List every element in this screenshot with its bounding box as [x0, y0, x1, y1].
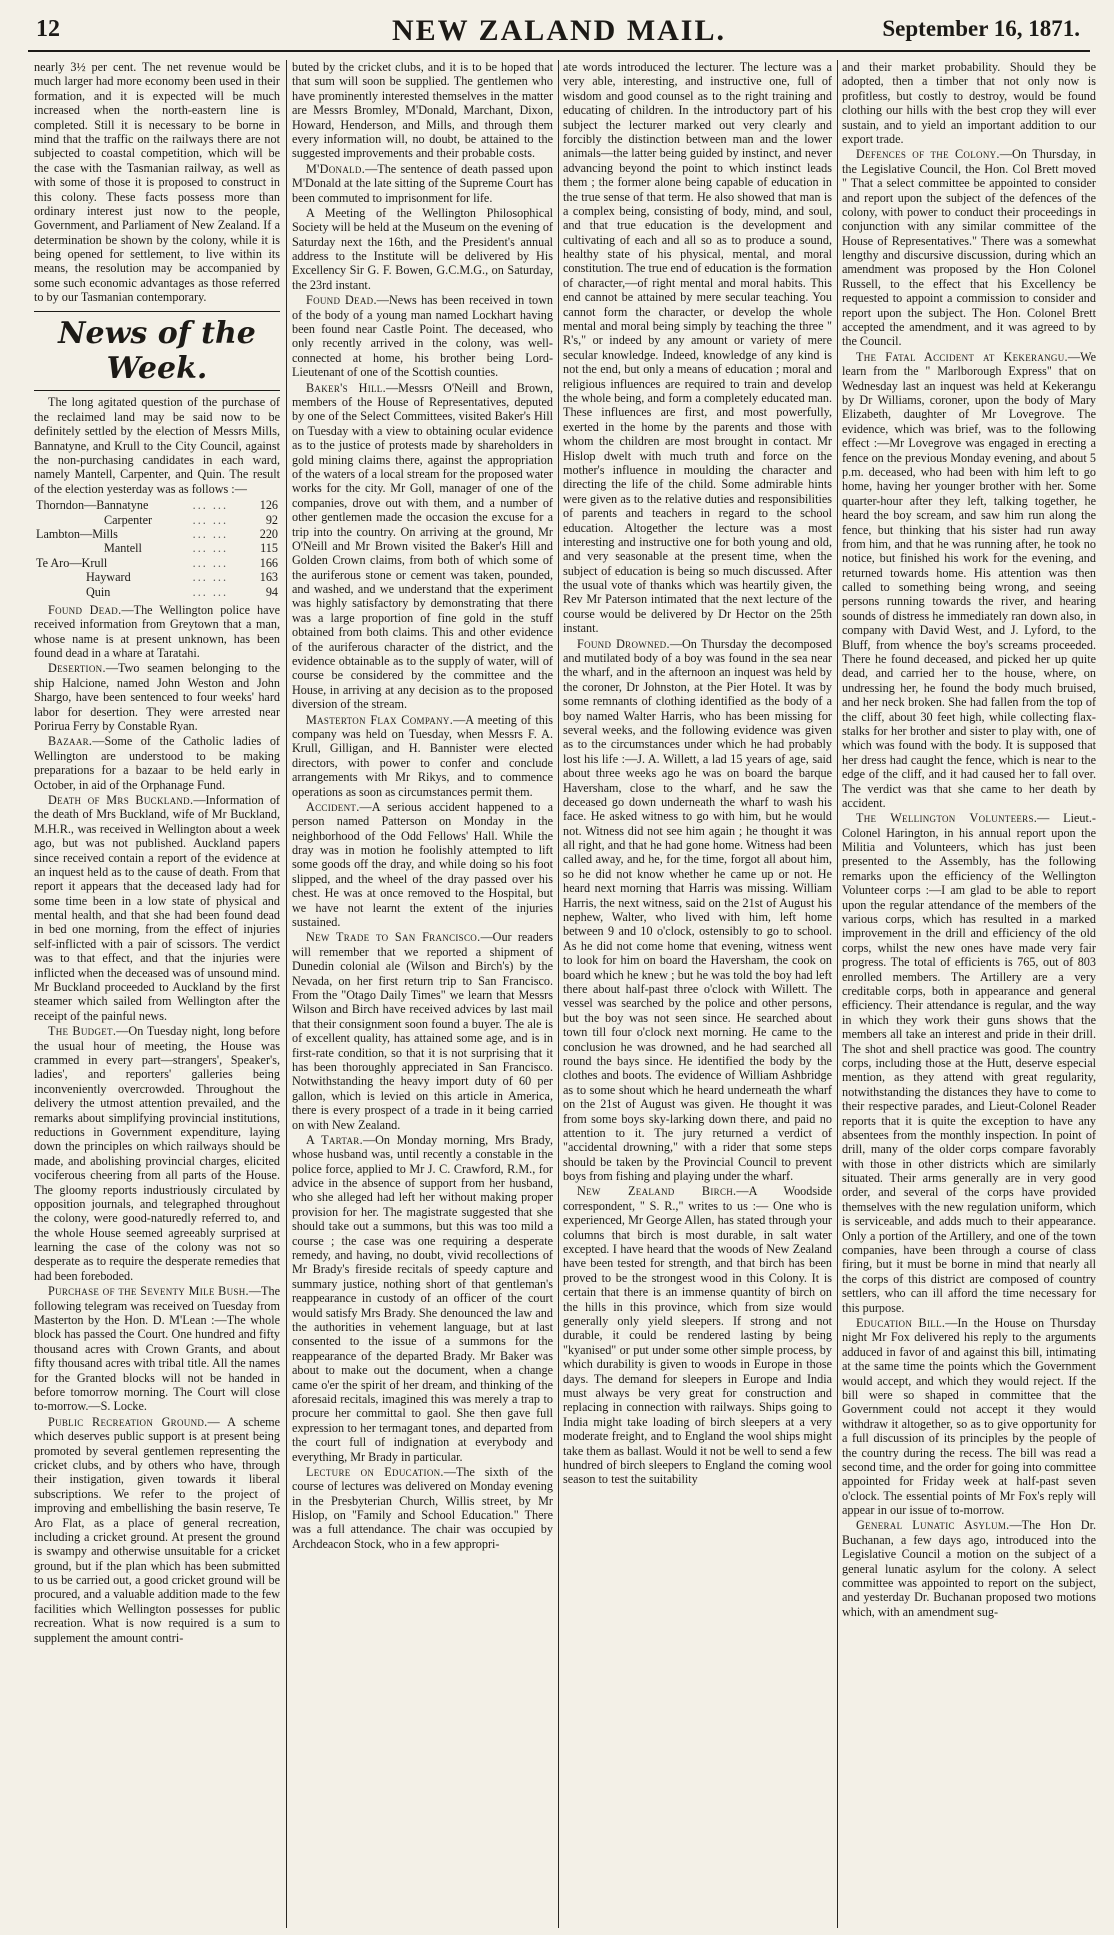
- news-item: [842, 147, 1096, 348]
- issue-date: September 16, 1871.: [882, 16, 1080, 41]
- item-body: —The Wellington police have received information from Greytown that a man, whose name is at present unknown, has been found dead in a whare at Taratahi.: [34, 602, 280, 661]
- vote-count: 163: [259, 570, 278, 585]
- item-heading: Masterton Flax Company.: [306, 712, 454, 727]
- item-heading: A Tartar.: [306, 1132, 363, 1147]
- ward-name: Mantell: [104, 541, 142, 556]
- ward-name: Carpenter: [104, 512, 153, 527]
- news-item: [292, 1133, 553, 1464]
- item-heading: Found Dead.: [48, 602, 122, 617]
- news-item: [292, 800, 553, 930]
- news-item: [563, 637, 832, 1184]
- masthead: [28, 4, 1090, 52]
- news-item: [34, 1415, 280, 1645]
- news-item: [292, 293, 553, 379]
- table-row: Lambton—Mills ... ... 220: [36, 526, 278, 541]
- election-results-table: [34, 498, 280, 599]
- item-heading: New Trade to San Francisco.: [306, 930, 481, 945]
- news-item: [292, 162, 553, 205]
- vote-count: 94: [265, 584, 278, 599]
- column-2: [292, 60, 553, 1928]
- news-item: [34, 603, 280, 661]
- item-body: —News has been received in town of the body of a young man named Lockhart having been found near Castle Point. The deceased, who only recently arrived in the colony, was well-connected at home, his brother being Lord-Lieutenant of one of the Scottish counties.: [292, 293, 553, 380]
- vote-count: 115: [260, 541, 278, 556]
- item-body: —On Tuesday night, long before the usual hour of meeting, the House was crammed in every part—strangers', Speaker's, ladies', and reporters' galleries being inconveniently overcrowded. Throughout the delivery the utmost attention prevailed, and the remarks about simplifying provincial institutions, reductions in Government expenditure, laying down the principles on which railways should be made, and abolishing provincial charges, elicited vociferous cheering from all parts of the House. The gloomy reports industriously circulated by opposition journals, and telegraphed throughout the colony, were good-naturedly referred to, and the whole House seemed agreeably surprised at learning the case of the colony was not so desperate as to require the desperate remedies that had been foreboded.: [34, 1024, 280, 1283]
- page-number: 12: [36, 16, 60, 42]
- article-text: and their market probability. Should they be adopted, then a timber that not only now is profitless, but costly to destroy, would be found clothing our hills with the best crop they will ever sustain, and to yield an important addition to our export trade.: [842, 60, 1096, 146]
- item-body: —On Thursday the decomposed and mutilated body of a boy was found in the sea near the wharf, and in the afternoon an inquest was held by the coroner, Dr Johnston, at the Pier Hotel. It was by some remnants of clothing identified as the body of a boy named Walter Harris, who has been missing for several weeks, and the following evidence was given as to the circumstances under which he had probably lost his life :—J. A. Willett, a lad 15 years of age, said about three weeks ago he was on board the barque Haversham, close to the wharf, and he saw the deceased go down underneath the wharf to wash his face. He asked witness to go with him, but he would not. Witness did not see him again ; he thought it was all right, and that he had gone home. Witness had been called away, and he, for the time, forgot all about him, so he did not know whether he came up or not. He heard next morning that Harris was missing. William Harris, the next witness, said on the 21st of August his nephew, Walter, who lived with him, left home between 9 and 10 o'clock, ostensibly to go to school. As he did not come home that evening, witness went to look for him on board the Haversham, the cook on board which he knew ; but he was told the boy had left there about half-past three o'clock with Willett. The vessel was searched by the police and other persons, but the boy was not seen since. He searched about town till four o'clock next morning. He came to the conclusion he was drowned, and he had searched all round the bays since. He identified the body by the clothes and boots. The evidence of William Ashbridge as to some shout which he heard underneath the wharf on the 21st of August was given. He thought it was from some boys sky-larking down there, and paid no attention to it. The jury returned a verdict of "accidental drowning," with a rider that some steps should be taken by the Provincial Council to prevent boys from fishing and playing under the wharf.: [563, 636, 832, 1184]
- column-3: [563, 60, 832, 1928]
- table-row: Hayward ... ... 163: [34, 570, 280, 584]
- section-heading: News of the Week.: [34, 311, 280, 392]
- column-rule: [558, 60, 559, 1928]
- news-item: [842, 811, 1096, 1315]
- item-body: —Some of the Catholic ladies of Wellington are understood to be making preparations for a bazaar to be held early in October, in aid of the Orphanage Fund.: [34, 734, 280, 792]
- item-heading: Desertion.: [48, 661, 106, 676]
- item-body: —The Hon Dr. Buchanan, a few days ago, introduced into the Legislative Council a motion on the subject of a general lunatic asylum for the colony. A select committee was appointed to report on the subject, and yesterday Dr. Buchanan proposed two motions which, with an amendment sug-: [842, 1518, 1096, 1619]
- item-heading: Bazaar.: [48, 734, 93, 749]
- news-item: A Meeting of the Wellington Philosophical Society will be held at the Museum on the evening of Saturday next the 16th, and the President's annual address to the Institute will be delivered by His Excellency Sir G. F. Bowen, G.C.M.G., on Saturday, the 23rd instant.: [292, 205, 553, 292]
- item-heading: Lecture on Education.: [306, 1464, 444, 1479]
- ward-name: Quin: [86, 584, 111, 599]
- item-heading: M'Donald.: [306, 161, 366, 176]
- item-body: — Lieut.-Colonel Harington, in his annual report upon the Militia and Volunteers, which has just been presented to the Assembly, has the following remarks upon the efficiency of the Wellington Volunteer corps :—I am glad to be able to report upon the regular attendance of the members of the various corps, which has resulted in a marked improvement in the drill and efficiency of the old corps, whilst the new ones have made very fair progress. The total of efficients is 765, out of 803 enrolled members. The Artillery are a very creditable corps, both in appearance and general efficiency. Their attendance is regular, and the way in which they work their guns shows that the members all take an interest and pride in their drill. The shot and shell practice was good. The country corps, including those at the Hutt, deserve especial mention, as they attend with great regularity, notwithstanding the distances they have to come to their respective parades, and Lieut-Colonel Reader reports that it is quite the exception to have any absentees from the monthly inspection. In point of drill, many of the older corps compare favorably with those in other districts which are similarly situated. Their arms generally are in very good order, and several of the corps have provided themselves with the new regulation uniform, which is serviceable, and adds much to their appearance. Only a portion of the Artillery, and one of the town companies, have been through a course of class firing, but it must be borne in mind that nearly all the corps of this district are composed of country settlers, who can ill afford the time necessary for this purpose.: [842, 811, 1096, 1315]
- item-body: — A scheme which deserves public support is at present being promoted by several gentlemen representing the cricket clubs, and by others who have, through their instigation, given towards it liberal subscriptions. We refer to the project of improving and embellishing the basin reserve, Te Aro Flat, as a place of general recreation, including a cricket ground. At present the ground is swampy and otherwise unsuitable for a cricket ground, but if the plan which has been submitted to us be carried out, a good cricket ground will be procured, and a valuable addition made to the few facilities which Wellington possesses for public recreation. What is now required is a sum to supplement the amount contri-: [34, 1414, 280, 1645]
- vote-count: 220: [259, 526, 278, 541]
- item-body: —We learn from the " Marlborough Express" that on Wednesday last an inquest was held at Kekerangu by Dr Williams, coroner, upon the body of Mary Elizabeth, daughter of Mr Lovegrove. The evidence, which was brief, was to the following effect :—Mr Lovegrove was engaged in erecting a fence on the previous Monday evening, and about 5 p.m. deceased, who had been with him left to go home, having her younger brother with her. Some quarter-hour after they left, talking together, he heard the boy scream, and saw him run along the fence, but thinking that his sister had run away from him, and that he was running after, he took no notice, but finished his work for the evening, and returned towards home. His attention was then called to something being wrong, and seeing persons running towards the river, and hearing sounds of distress he immediately ran down also, in company with David West, and J. Lyford, to the Bluff, from whence the boy's screams proceeded. There he found deceased, and picked her up quite dead, and carried her to the house, where, on undressing her, he found the body much bruised, and her neck broken. She had fallen from the top of the cliff, about 30 feet high, while collecting flax-stalks for her brother and sister to play with, one of which was found with the body. It is supposed that her dress had caught the fence, which is near to the edge of the cliff, and it had caused her to fall over. The verdict was that she came to her death by accident.: [842, 349, 1096, 810]
- table-row: Te Aro—Krull ... ... 166: [36, 555, 278, 570]
- table-row: Quin ... ... 94: [34, 585, 280, 599]
- news-item: [292, 930, 553, 1131]
- article-text: nearly 3½ per cent. The net revenue would be much larger had more economy been used in their formation, and it is expected will be much increased when the north-eastern line is completed. Still it is necessary to be borne in mind that the traffic on the railways there are not subjected to coastal competition, which will be the case with the Tasmanian railway, as well as with some of those it is proposed to construct in this colony. These facts possess more than ordinary interest just now to the people, Government, and Parliament of New Zealand. If a determination be shown by the colony, while it is being opened for settlement, to live within its means, the resolution may be accompanied by some such economic advantages as those referred to by our Tasmanian contemporary.: [34, 60, 280, 305]
- article-text: ate words introduced the lecturer. The lecture was a very able, interesting, and instructive one, full of wisdom and good counsel as to the right training and educating of children. In the introductory part of his subject the lecturer marked out very clearly and forcibly the distinction between man and the lower animals—the latter being guided by instinct, and never advancing beyond the point to which instinct leads them ; the former alone being capable of education in the true sense of that term. He also showed that man is a complex being, consisting of body, mind, and soul, and that true education is the development and cultivating of each and all so as to produce a sound, healthy state of his physical, mental, and moral constitution. The true end of education is the formation of character,—of right mental and moral habits. This end cannot be attained by mere secular teaching. You cannot form the character, or develop the whole mental and moral being simply by teaching the three " R's," or indeed by any amount or variety of mere secular knowledge. Indeed, knowledge of any kind is not the end, but only a means of education ; moral and religious influences are required to train and develop the whole being, and form a completely educated man. These influences are first, and most powerfully, exerted in the home by the parents and those with whom the children are most brought in contact. Mr Hislop dwelt with much truth and force on the mother's influence in moulding the character and directing the life of the child. Some admirable hints were given as to the relative duties and responsibilities of parents and teachers in regard to the school education. Altogether the lecture was a most interesting and instructive one for both young and old, and very seasonable at the present time, when the subject of education is being so much discussed. After the usual vote of thanks which was heartily given, the Rev Mr Paterson intimated that the next lecture of the course would be delivered by Dr Hector on the 25th instant.: [563, 60, 832, 636]
- news-item: [292, 713, 553, 799]
- item-body: —Messrs O'Neill and Brown, members of the House of Representatives, deputed by one of the Select Committees, visited Baker's Hill on Tuesday with a view to obtaining ocular evidence as to the justice of protests made by shareholders in gold mining claims there, against the appropriation of the waters of a local stream for the proposed water works for the city. Mr Goll, manager of one of the companies, drove out with them, and a number of other gentlemen made the occasion the excuse for a trip into the country. On arriving at the ground, Mr O'Neill and Mr Brown visited the Baker's Hill and Golden Crown claims, from both of which some of the auriferous stone or cement was taken, pounded, and washed, and we understand that the experiment was highly satisfactory by demonstrating that there was a large proportion of fine gold in the stuff obtained from both claims. This and other evidence of the auriferous character of the district, and the evidence obtainable as to the supply of water, will of course be considered by the committee and the House, in arriving at any decision as to the proposed diversion of the stream.: [292, 380, 553, 712]
- item-heading: Public Recreation Ground.: [48, 1414, 208, 1429]
- item-heading: Accident.: [306, 799, 360, 814]
- ward-name: Thorndon—Bannatyne: [36, 498, 149, 513]
- table-row: Mantell ... ... 115: [34, 541, 280, 555]
- news-item: [34, 661, 280, 733]
- item-body: —In the House on Thursday night Mr Fox delivered his reply to the arguments adduced in favor of and against this bill, intimating at the same time the points which the Government would accept, and which they would reject. If the bill were so shaped in committee that the Government could not accept it they would withdraw it altogether, so as to give opportunity for a full discussion of its principles by the people of the country during the recess. The bill was read a second time, and the order for going into committee appointed for Friday week at half-past seven o'clock. The essential points of Mr Fox's reply will appear in our issue of to-morrow.: [842, 1315, 1096, 1518]
- news-item: [842, 350, 1096, 811]
- item-heading: Purchase of the Seventy Mile Bush.: [48, 1284, 249, 1299]
- item-heading: The Budget.: [48, 1024, 117, 1039]
- item-heading: Death of Mrs Buckland.: [48, 792, 194, 807]
- news-item: [34, 1284, 280, 1414]
- item-body: —A Woodside correspondent, " S. R.," writes to us :— One who is experienced, Mr George Allen, has stated through your columns that birch is most durable, in salt water excepted. I have heard that the woods of New Zealand have been tested for strength, and that birch has been proved to be the strongest wood in this Colony. It is certain that there is an immense quantity of birch on the hills in this province, which from size would generally only yield sleepers. If strong and not durable, it could be rendered lasting by being "kyanised" or put under some other simple process, by which durability is given to woods in Europe in those days. The demand for sleepers in Europe and India must always be very great for construction and replacing in connection with railways. Ships going to India might take loading of birch sleepers at a very moderate freight, and to England the wool ships might take them as ballast. Would it not be well to send a few hundred of birch sleepers to England the coming wool season to test the suitability: [563, 1184, 832, 1487]
- table-row: Thorndon—Bannatyne ... ... 126: [36, 498, 278, 513]
- table-row: Carpenter ... ... 92: [34, 513, 280, 527]
- item-body: —Our readers will remember that we reported a shipment of Dunedin colonial ale (Wilson and Birch's) by the Nevada, on her first return trip to San Francisco. From the "Otago Daily Times" we learn that Messrs Wilson and Birch have received advices by last mail that their consignment soon found a buyer. The ale is of excellent quality, has attained some age, and is in first-rate condition, so that it is not surprising that it has been thoroughly appreciated in San Francisco. Notwithstanding the heavy import duty of 60 per gallon, which is levied on this article in America, there is every prospect of a trade in it being carried on with New Zealand.: [292, 930, 553, 1132]
- item-body: —A meeting of this company was held on Tuesday, when Messrs F. A. Krull, Gilligan, and H. Bannister were elected directors, with power to confer and conclude arrangements with Mr Rikys, and to commence operations as soon as circumstances permit them.: [292, 712, 553, 799]
- item-body: —Information of the death of Mrs Buckland, wife of Mr Buckland, M.H.R., was received in Wellington about a week ago, but was not published. Auckland papers since received contain a report of the evidence at an inquest held as to the cause of death. From that report it appears that the deceased lady had for some time been in a low state of physical and mental health, and that she had been found dead in bed one morning, from the effect of injuries self-inflicted with a pair of scissors. The verdict was to that effect, and that the injuries were inflicted when the deceased was of unsound mind. Mr Buckland proceeded to Auckland by the first steamer which sailed from Wellington after the receipt of the painful news.: [34, 792, 280, 1023]
- item-heading: Defences of the Colony.: [856, 147, 1000, 162]
- item-body: —Two seamen belonging to the ship Halcione, named John Weston and John Shargo, have been sentenced to four weeks' hard labor for desertion. They were arrested near Porirua Ferry by Constable Ryan.: [34, 661, 280, 734]
- item-body: —On Monday morning, Mrs Brady, whose husband was, until recently a constable in the police force, applied to Mr J. C. Crawford, R.M., for advice in the absence of support from her husband, who she alleged had left her without making proper provision for her. The magistrate suggested that she should take out a summons, but this was too mild a course ; the case was one requiring a desperate remedy, and having, no doubt, vivid recollections of Mr Brady's fireside recitals of speedy capture and summary justice, nothing short of that gentleman's reappearance in custody of an officer of the court would satisfy Mrs Brady. She denounced the law and the authorities in vehement language, but at last consented to the issue of a summons for the reappearance of the departed Brady. Mr Baker was about to make out the document, when a change came o'er the spirit of her dream, and thinking of the aforesaid recitals, imagined this was merely a trap to procure her committal to gaol. She then gave full expression to her termagant tones, and departed from the court full of indignation at everybody and everything, Mr Brady in particular.: [292, 1132, 553, 1464]
- item-heading: New Zealand Birch.: [577, 1184, 737, 1199]
- item-body: —The sentence of death passed upon M'Donald at the late sitting of the Supreme Court has been commuted to imprisonment for life.: [292, 161, 553, 205]
- item-body: —On Thursday, in the Legislative Council, the Hon. Col Brett moved " That a select committee be appointed to consider and report upon the subject of the defences of the colony, with power to conduct their proceedings in conjunction with any similar committee of the House of Representatives." There was a somewhat lengthy and discursive discussion, during which an amendment was proposed by the Hon Colonel Russell, to the effect that his Excellency be requested to appoint a commission to consider and report upon the subject. The Hon. Colonel Brett accepted the amendment, and it was agreed to by the Council.: [842, 147, 1096, 349]
- news-item: [34, 1024, 280, 1283]
- item-heading: Education Bill.: [856, 1315, 946, 1330]
- ward-name: Te Aro—Krull: [36, 555, 108, 570]
- item-body: —The following telegram was received on Tuesday from Masterton by the Hon. D. M'Lean :—The whole block has passed the Court. One hundred and fifty thousand acres with Crown Grants, and about fifty thousand acres with tribal title. All the names for the Granted blocks will not be handed in before tomorrow morning. The Court will close to-morrow.—S. Locke.: [34, 1284, 280, 1414]
- item-heading: The Fatal Accident at Kekerangu.: [856, 349, 1068, 364]
- item-heading: General Lunatic Asylum.: [856, 1518, 1010, 1533]
- item-heading: Found Dead.: [306, 293, 377, 308]
- vote-count: 126: [259, 498, 278, 513]
- article-text: buted by the cricket clubs, and it is to be hoped that that sum will soon be supplied. The gentlemen who have prominently interested themselves in the matter are Messrs Bromley, M'Donald, Marchant, Dixon, Howard, Henderson, and Mills, and through them every information will, no doubt, be attained to the suggested improvements and their probable costs.: [292, 60, 553, 161]
- item-body: —The sixth of the course of lectures was delivered on Monday evening in the Presbyterian Church, Willis street, by Mr Hislop, on "Family and School Education." There was a full attendance. The chair was occupied by Archdeacon Stock, who in a few appropri-: [292, 1464, 553, 1551]
- news-item: [292, 381, 553, 712]
- column-rule: [286, 60, 287, 1928]
- vote-count: 166: [259, 555, 278, 570]
- news-item: [34, 734, 280, 792]
- item-heading: Found Drowned.: [577, 636, 670, 651]
- news-item: [842, 1518, 1096, 1619]
- news-item: [292, 1465, 553, 1551]
- ward-name: Hayward: [86, 570, 131, 585]
- column-1: [34, 60, 280, 1928]
- item-heading: The Wellington Volunteers.: [856, 811, 1038, 826]
- news-item: [842, 1316, 1096, 1517]
- news-item: [34, 793, 280, 1023]
- ward-name: Lambton—Mills: [36, 526, 118, 541]
- column-rule: [837, 60, 838, 1928]
- article-text: The long agitated question of the purchase of the reclaimed land may be said now to be definitely settled by the election of Messrs Mills, Bannatyne, and Krull to the City Council, against the non-purchasing candidates in each ward, namely Mantell, Carpenter, and Quin. The result of the election yesterday was as follows :—: [34, 395, 280, 496]
- paper-title: NEW ZALAND MAIL.: [392, 14, 726, 47]
- vote-count: 92: [265, 512, 278, 527]
- column-4: [842, 60, 1096, 1928]
- item-heading: Baker's Hill.: [306, 380, 386, 395]
- news-item: [563, 1184, 832, 1486]
- item-body: —A serious accident happened to a person named Patterson on Monday in the neighborhood of the Odd Fellows' Hall. While the dray was in motion he foolishly attempted to lift some goods off the dray, and while doing so his foot slipped, and the wheel of the dray passed over his chest. He was at once removed to the Hospital, but we have not learnt the extent of the injuries sustained.: [292, 799, 553, 930]
